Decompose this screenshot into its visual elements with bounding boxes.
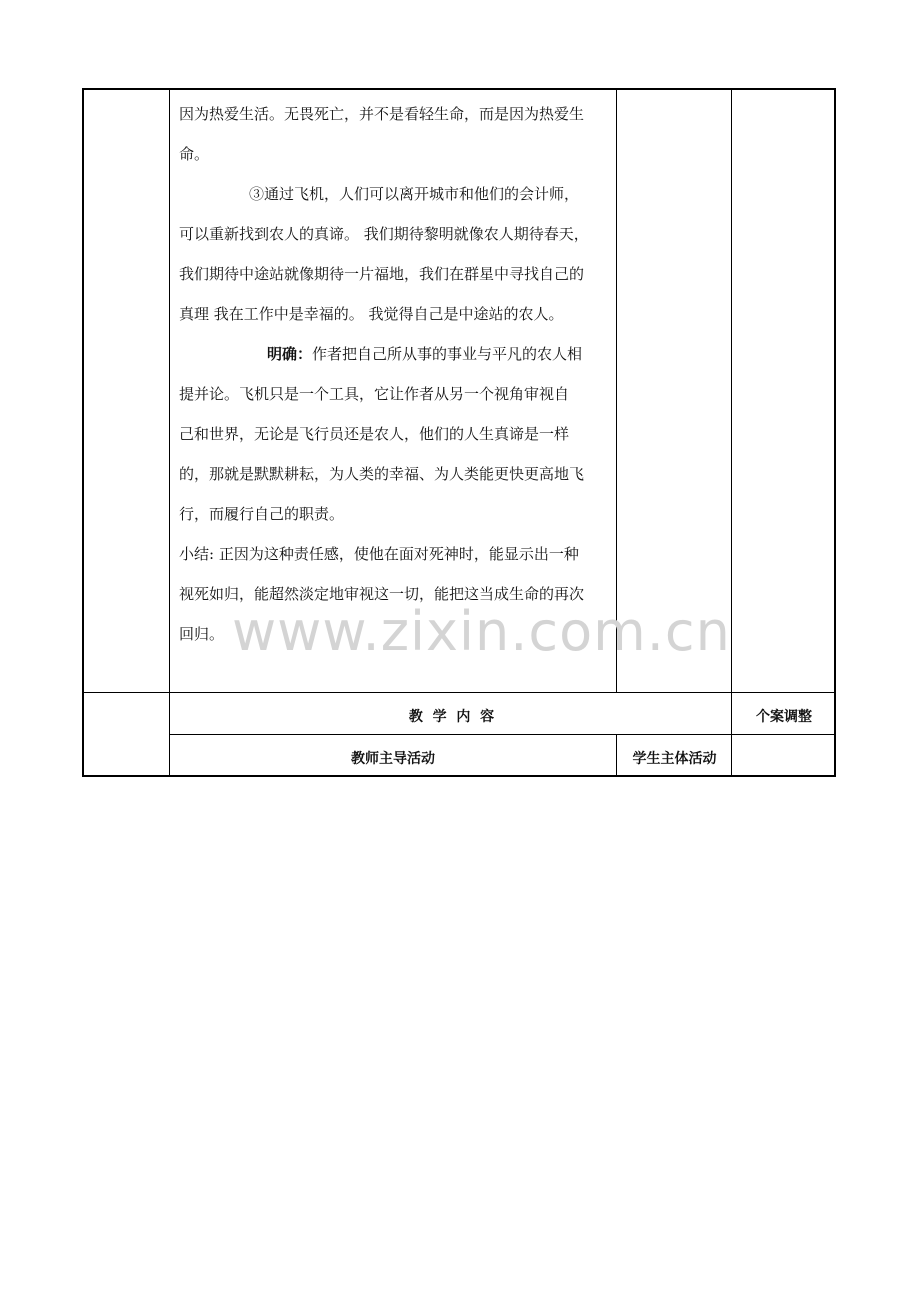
content-line: 的，那就是默默耕耘，为人类的幸福、为人类能更快更高地飞 xyxy=(179,465,585,483)
teacher-activity-header: 教师主导活动 xyxy=(351,751,435,767)
table-border-bottom xyxy=(82,775,836,777)
teaching-content-header: 教 学 内 容 xyxy=(408,709,495,725)
content-line: 提并论。飞机只是一个工具，它让作者从另一个视角审视自 xyxy=(179,385,570,403)
content-line: 行，而履行自己的职责。 xyxy=(179,505,345,523)
column-divider-3 xyxy=(731,88,732,777)
row-divider-1 xyxy=(82,692,836,693)
column-divider-1 xyxy=(169,88,170,777)
content-line: 我们期待中途站就像期待一片福地，我们在群星中寻找自己的 xyxy=(179,265,585,283)
case-adjust-header: 个案调整 xyxy=(756,709,812,725)
summary-line: 视死如归，能超然淡定地审视这一切，能把这当成生命的再次 xyxy=(179,585,585,603)
table-border-left xyxy=(82,88,84,777)
student-activity-header: 学生主体活动 xyxy=(632,751,717,767)
row-divider-2 xyxy=(169,734,836,735)
content-line: ③通过飞机，人们可以离开城市和他们的会计师， xyxy=(249,185,580,203)
watermark: www.zixin.com.cn xyxy=(232,600,731,663)
content-line: 作者把自己所从事的事业与平凡的农人相 xyxy=(312,345,583,363)
content-line: 真理 我在工作中是幸福的。 我觉得自己是中途站的农人。 xyxy=(179,305,564,323)
table-border-top xyxy=(82,88,836,90)
content-line: 因为热爱生活。无畏死亡，并不是看轻生命，而是因为热爱生 xyxy=(179,105,585,123)
summary-line: 小结: 正因为这种责任感，使他在面对死神时，能显示出一种 xyxy=(179,545,579,563)
content-line: 可以重新找到农人的真谛。 我们期待黎明就像农人期待春天， xyxy=(179,225,589,243)
table-border-right xyxy=(834,88,836,777)
summary-line: 回归。 xyxy=(179,625,225,643)
teaching-content-text xyxy=(179,94,611,654)
content-line: 命。 xyxy=(179,145,210,163)
mingque-line xyxy=(179,334,611,374)
mingque-label: 明确： xyxy=(267,345,313,363)
content-line: 己和世界，无论是飞行员还是农人，他们的人生真谛是一样 xyxy=(179,425,570,443)
